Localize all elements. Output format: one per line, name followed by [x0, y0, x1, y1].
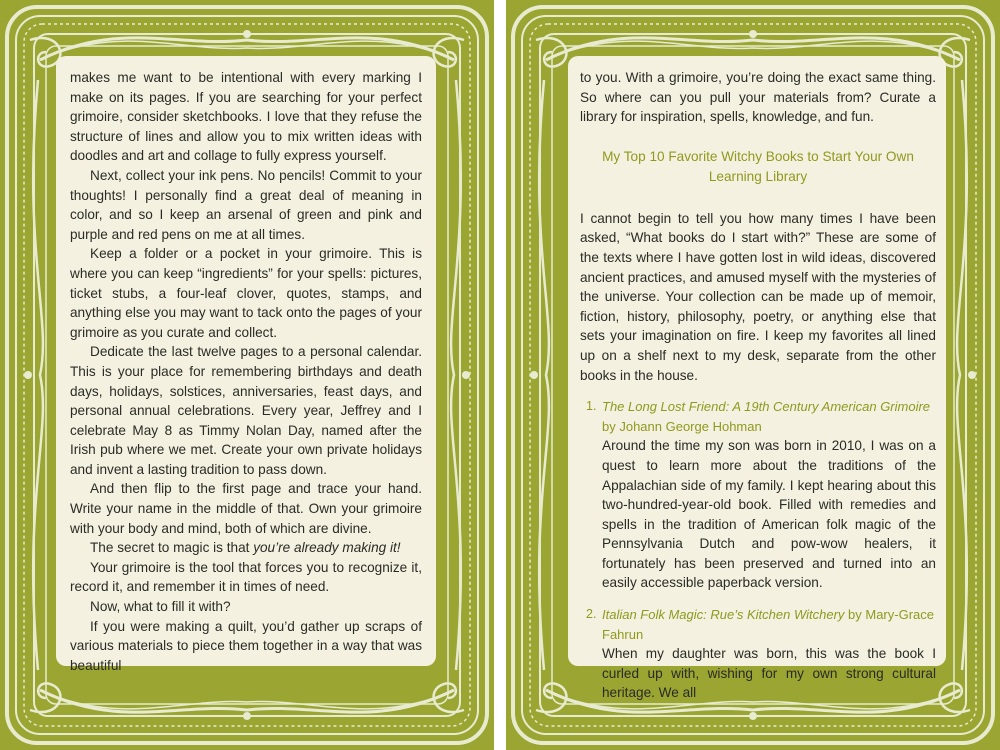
text-panel	[568, 56, 946, 701]
paragraph: If you were making a quilt, you’d gather up scraps of various materials to piece them together in a way that was beautiful	[70, 618, 422, 673]
paragraph: Dedicate the last twelve pages to a personal calendar. This is your place for remembering birthdays and death days, holidays, solstices, anniversaries, feast days, and personal annual celebrations. Every year, Jeffrey and I celebrate May 8 as Timmy Nolan Day, named after the Irish pub where we met. Create your own private holidays and invent a lasting tradition to pass down.	[70, 344, 422, 477]
paragraph: Keep a folder or a pocket in your grimoire. This is where you can keep “ingredients” for your spells: pictures, ticket stubs, a four-leaf clover, quotes, stamps, and anything else you may want to tack onto the pages of your grimoire as you curate and collect.	[70, 246, 422, 340]
secret-emphasis: you’re already making it!	[253, 540, 401, 556]
left-page-text	[70, 68, 422, 675]
paragraph: And then flip to the first page and trace your hand. Write your name in the middle of that. Own your grimoire with your body and mind, both of which are divine.	[70, 481, 422, 536]
book-title-line	[602, 605, 936, 644]
book-description: When my daughter was born, this was the book I curled up with, wishing for my own strong cultural heritage. We all	[602, 646, 936, 701]
right-page-text	[580, 68, 936, 703]
book-description: Around the time my son was born in 2010, I was on a quest to learn more about the traditions of the Appalachian side of my family. I kept hearing about this two-hundred-year-old book. Filled with remedies and spells in the tradition of American folk magic of the Pennsylvania Dutch and pow-wow healers, it fortunately has been preserved and turned into an easily accessible paperback version.	[602, 438, 936, 591]
book-title: The Long Lost Friend: A 19th Century American Grimoire	[602, 399, 931, 415]
paragraph: makes me want to be intentional with every marking I make on its pages. If you are searching for your perfect grimoire, consider sketchbooks. I love that they refuse the structure of lines and allow you to mix written ideas with doodles and art and collage to fully express yourself.	[70, 70, 422, 164]
secret-paragraph	[70, 538, 422, 558]
book-list-item	[580, 397, 936, 593]
book-author: by Mary-Grace Fahrun	[602, 607, 934, 642]
book-list-item	[580, 605, 936, 703]
right-page	[506, 0, 1000, 750]
book-number: 1.	[586, 399, 597, 414]
section-heading: My Top 10 Favorite Witchy Books to Start Your Own Learning Library	[602, 148, 914, 184]
paragraph: I cannot begin to tell you how many times I have been asked, “What books do I start with?” These are some of the texts where I have gotten lost in wild ideas, discovered ancient practices, and amused myself with the mysteries of the universe. Your collection can be made up of memoir, fiction, history, philosophy, poetry, or anything else that sets your imagination on fire. I keep my favorites all lined up on a shelf next to my desk, separate from the other books in the house.	[580, 210, 936, 383]
paragraph: to you. With a grimoire, you’re doing the exact same thing. So where can you pull your materials from? Curate a library for inspiration, spells, knowledge, and fun.	[580, 70, 936, 125]
page-gutter	[494, 0, 506, 750]
book-title-line	[602, 397, 936, 436]
paragraph: Next, collect your ink pens. No pencils! Commit to your thoughts! I personally find a great deal of meaning in color, and so I keep an arsenal of green and pink and purple and red pens on me at all times.	[70, 167, 422, 242]
book-title: Italian Folk Magic: Rue’s Kitchen Witchery	[602, 607, 845, 623]
text-panel	[56, 56, 436, 673]
secret-prefix: The secret to magic is that	[90, 540, 254, 556]
paragraph: Now, what to fill it with?	[90, 599, 231, 615]
paragraph: Your grimoire is the tool that forces you to recognize it, record it, and remember it in times of need.	[70, 559, 422, 595]
book-number: 2.	[586, 607, 597, 622]
left-page	[0, 0, 494, 750]
book-author: by Johann George Hohman	[602, 418, 762, 434]
